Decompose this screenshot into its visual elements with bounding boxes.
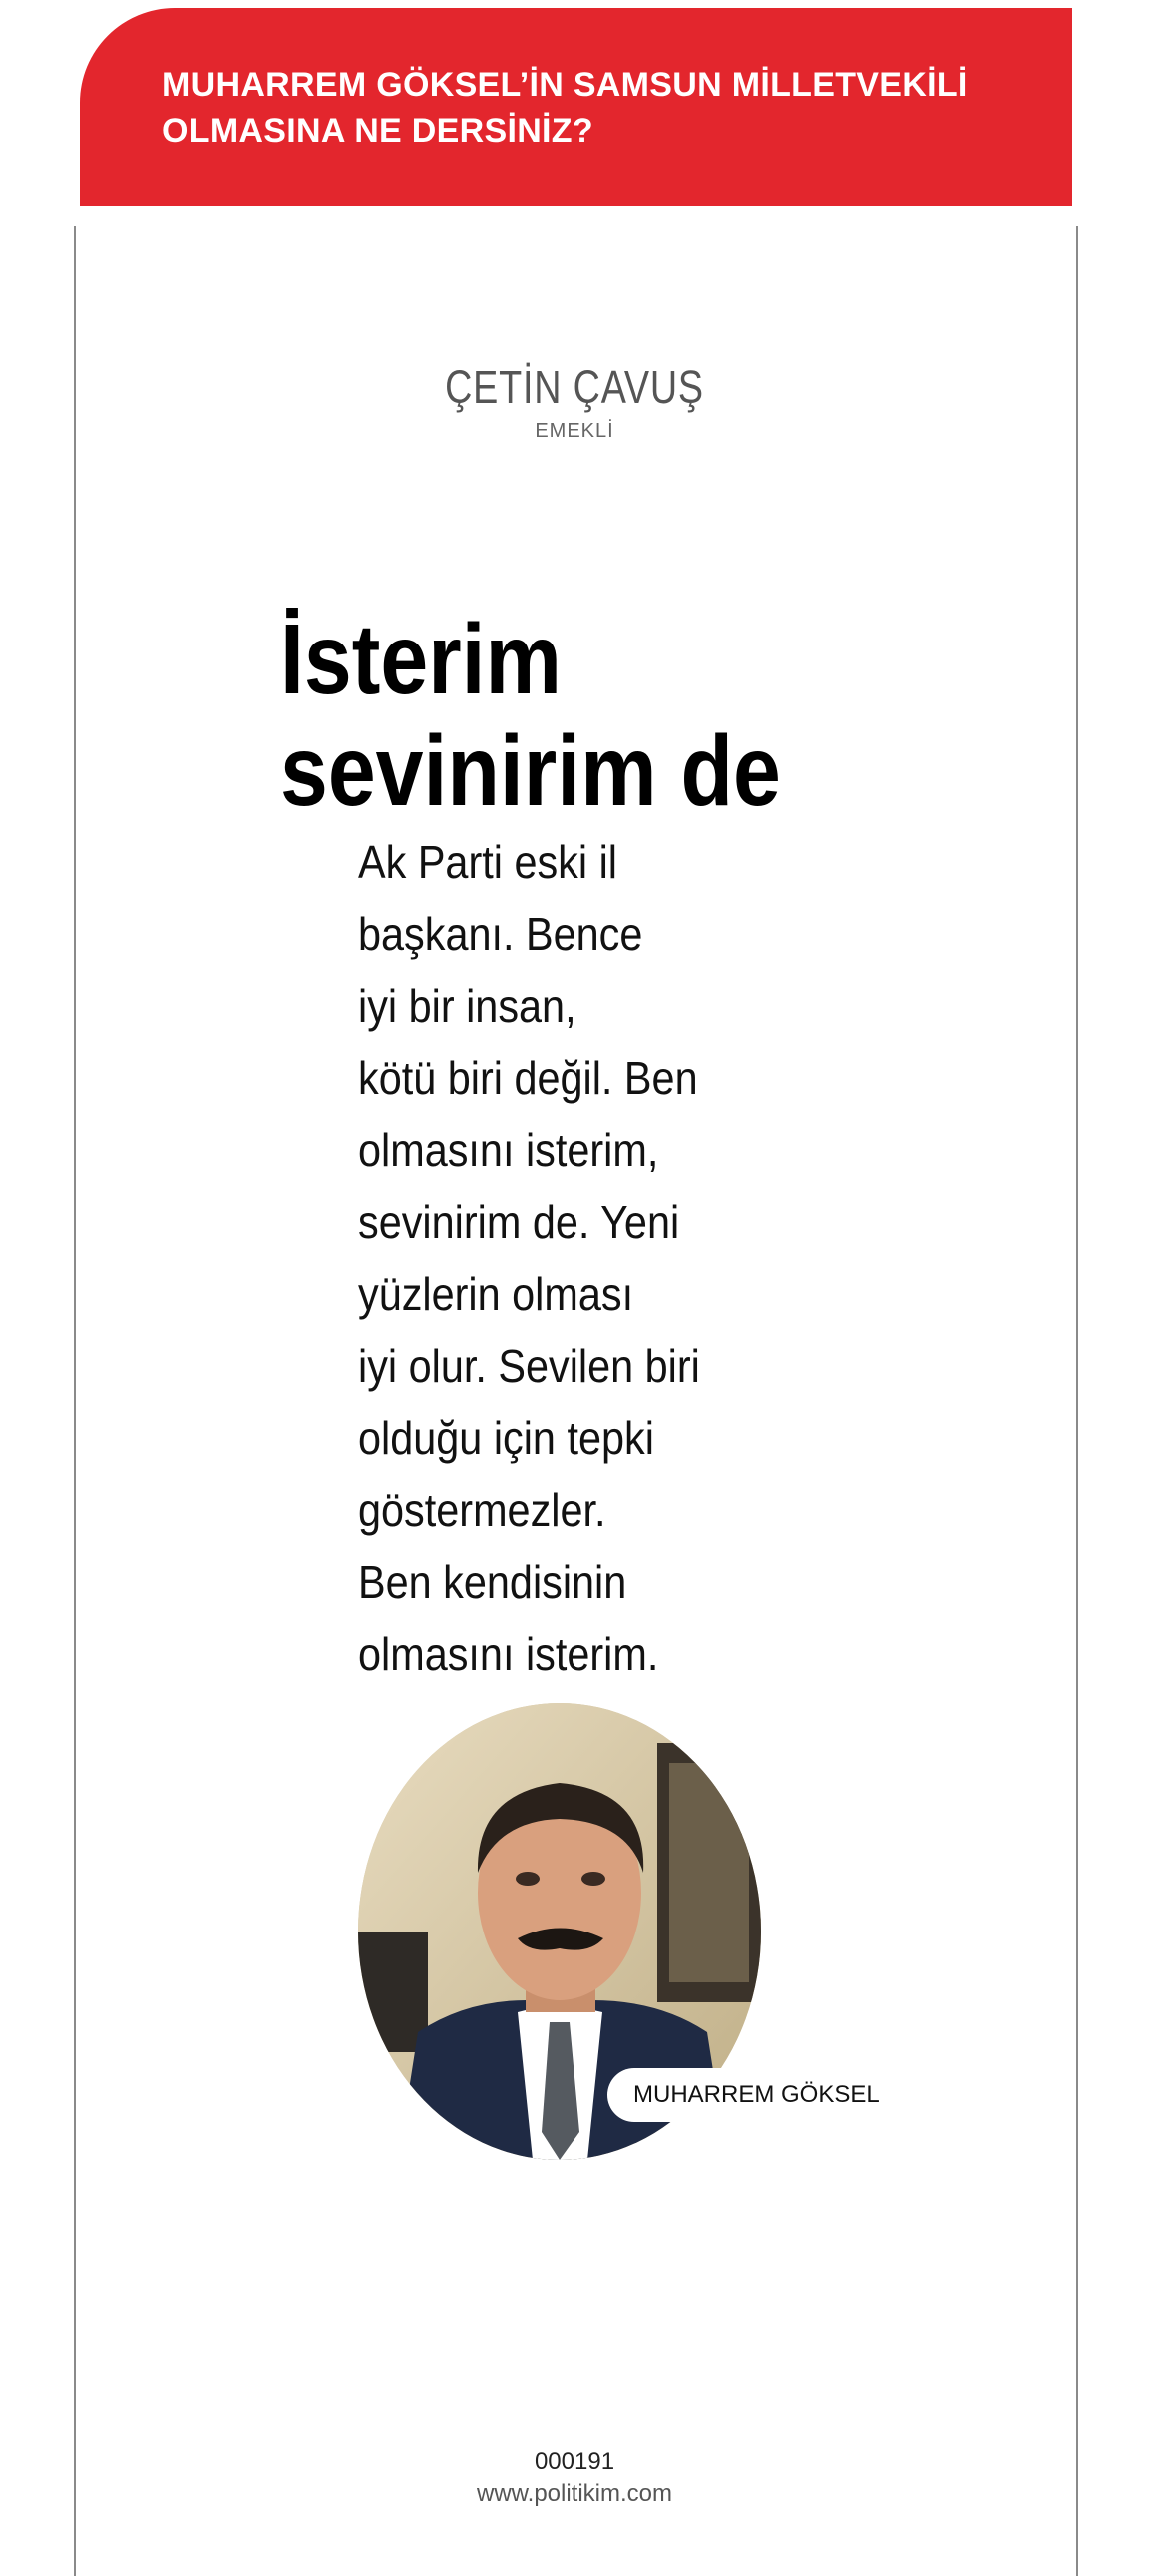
quote-line: başkanı. Bence bbox=[358, 908, 643, 960]
headline-line-2: sevinirim de bbox=[280, 715, 781, 827]
quote-line: kötü biri değil. Ben bbox=[358, 1052, 698, 1104]
quote-line: sevinirim de. Yeni bbox=[358, 1196, 680, 1248]
quote-line: iyi olur. Sevilen biri bbox=[358, 1340, 700, 1392]
headline-line-1: İsterim bbox=[280, 604, 563, 715]
quote-line: iyi bir insan, bbox=[358, 980, 576, 1032]
quote-line: olmasını isterim, bbox=[358, 1124, 659, 1176]
right-border-line bbox=[1076, 226, 1078, 2576]
header-title: MUHARREM GÖKSEL’İN SAMSUN MİLLETVEKİLİ OLMASINA NE DERSİNİZ? bbox=[162, 66, 968, 150]
quote-line: göstermezler. bbox=[358, 1484, 606, 1536]
quote-line: yüzlerin olması bbox=[358, 1268, 634, 1320]
quote-line: Ben kendisinin bbox=[358, 1556, 627, 1608]
quote-line: Ak Parti eski il bbox=[358, 836, 617, 888]
author-name: ÇETİN ÇAVUŞ bbox=[445, 361, 704, 413]
left-border-line bbox=[74, 226, 76, 2576]
quote-line: olduğu için tepki bbox=[358, 1412, 654, 1464]
header-banner bbox=[80, 8, 1072, 206]
author-role: EMEKLİ bbox=[535, 420, 614, 442]
page-code: 000191 bbox=[534, 2448, 615, 2475]
photo-caption: MUHARREM GÖKSEL bbox=[607, 2068, 877, 2122]
quote-line: olmasını isterim. bbox=[358, 1628, 659, 1680]
quote-body bbox=[358, 826, 861, 1690]
website-url: www.politikim.com bbox=[476, 2480, 673, 2507]
headline bbox=[280, 604, 898, 827]
